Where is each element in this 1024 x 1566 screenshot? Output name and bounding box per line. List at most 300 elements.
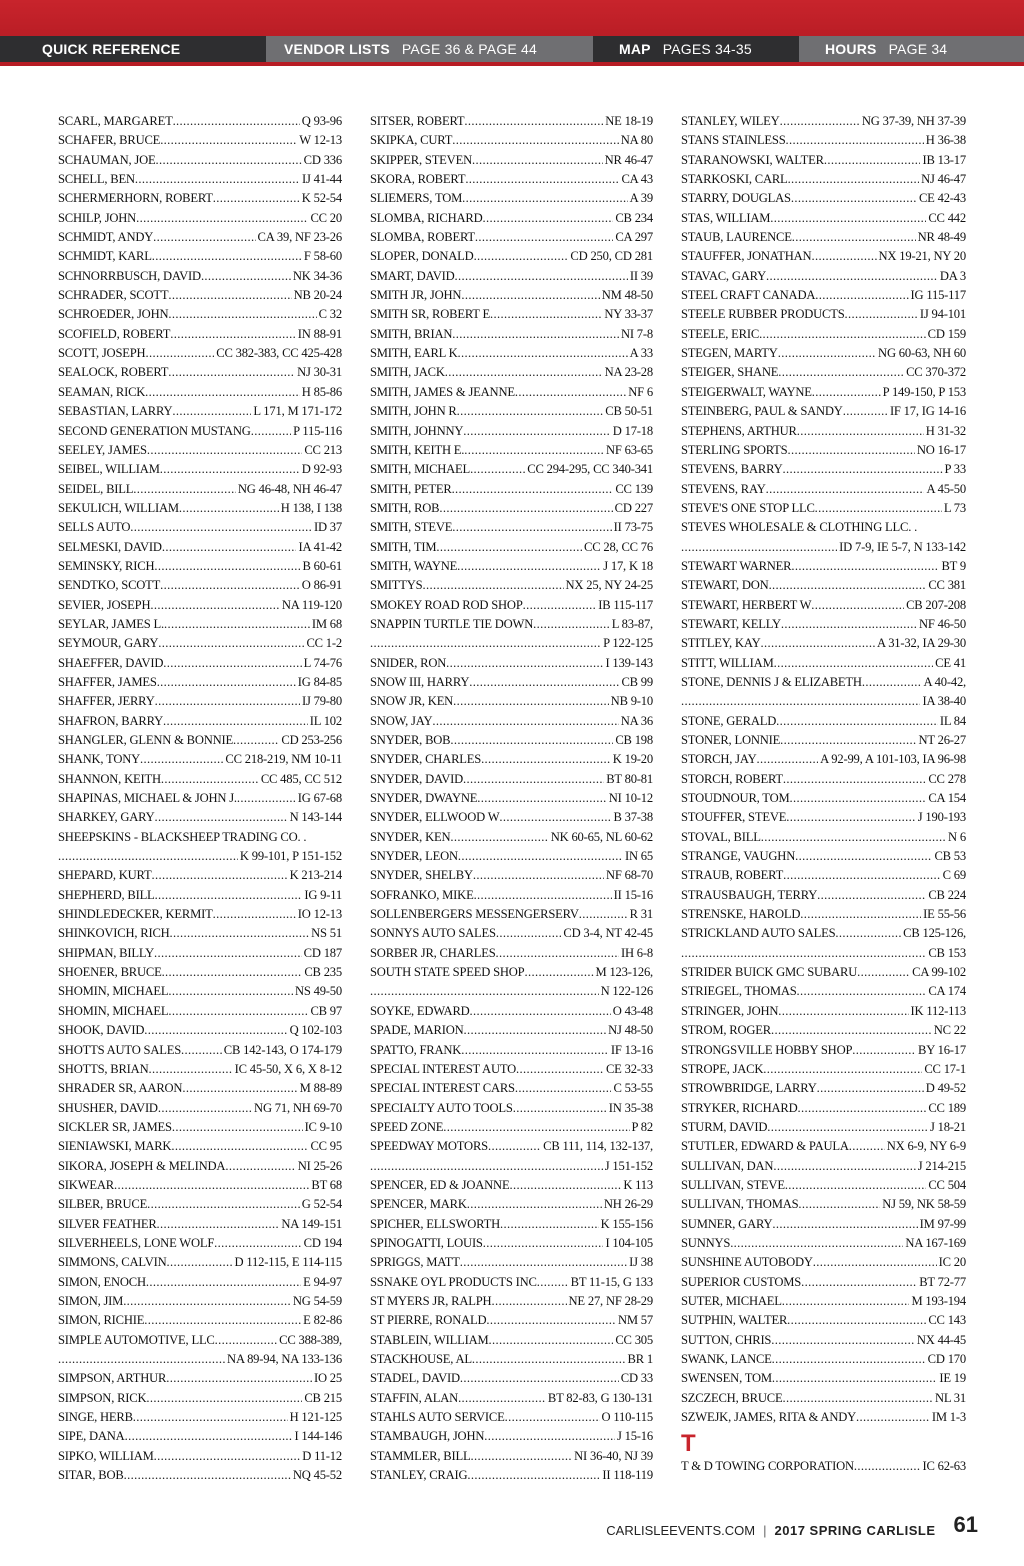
- vendor-name: SOYKE, EDWARD: [370, 1003, 470, 1018]
- vendor-name: SCHROEDER, JOHN: [58, 307, 169, 322]
- booth-location: IO 25: [313, 1371, 342, 1386]
- booth-location: CB 234: [615, 210, 653, 225]
- booth-location: NA 119-120: [281, 597, 342, 612]
- dot-leader: [214, 1234, 301, 1253]
- booth-location: A 45-50: [926, 481, 966, 496]
- dot-leader: [133, 1408, 288, 1427]
- vendor-entry: [58, 460, 342, 479]
- booth-location: IF 17, IG 14-16: [889, 404, 966, 419]
- dot-leader: [168, 286, 291, 305]
- vendor-name: SHINDLEDECKER, KERMIT: [58, 907, 213, 922]
- vendor-entry: [681, 1273, 966, 1292]
- dot-leader: [486, 1311, 616, 1330]
- booth-location: CA 39, NF 23-26: [257, 230, 342, 245]
- vendor-name: SNOW III, HARRY: [370, 674, 470, 689]
- booth-location: II 118-119: [602, 1468, 653, 1483]
- vendor-entry: [370, 170, 653, 189]
- dot-leader: [172, 402, 251, 421]
- vendor-name: SULLIVAN, DAN: [681, 1158, 774, 1173]
- dot-leader: [144, 1021, 287, 1040]
- vendor-entry: [58, 944, 342, 963]
- dot-leader: [133, 480, 236, 499]
- vendor-name: STABLEIN, WILLIAM: [370, 1332, 489, 1347]
- dot-leader: [457, 402, 604, 421]
- booth-location: A 33: [629, 346, 653, 361]
- booth-location: CD 336: [303, 152, 342, 167]
- booth-location: CC 218-219, NM 10-11: [225, 752, 342, 767]
- booth-location: P 33: [944, 462, 966, 477]
- booth-location: CD 187: [303, 945, 342, 960]
- vendor-entry: [370, 305, 653, 324]
- booth-location: NA 36: [620, 713, 653, 728]
- vendor-entry: [370, 344, 653, 363]
- vendor-entry: [58, 673, 342, 692]
- dot-leader: [146, 1273, 301, 1292]
- vendor-entry: [58, 1253, 342, 1272]
- dot-leader: [470, 460, 525, 479]
- booth-location: A 92-99, A 101-103, IA 96-98: [820, 752, 966, 767]
- vendor-name: STARRY, DOUGLAS: [681, 191, 791, 206]
- dot-leader: [783, 770, 926, 789]
- nav-quick-reference-label: QUICK REFERENCE: [42, 41, 181, 57]
- vendor-entry: [370, 363, 653, 382]
- booth-location: NJ 48-50: [608, 1023, 653, 1038]
- nav-vendor-lists-label: VENDOR LISTS: [284, 41, 390, 57]
- dot-leader: [780, 112, 860, 131]
- booth-location: IM 68: [311, 616, 342, 631]
- booth-location: CC 1-2: [306, 636, 342, 651]
- dot-leader: [515, 1079, 612, 1098]
- dot-leader: [461, 286, 599, 305]
- booth-location: M 88-89: [299, 1081, 342, 1096]
- vendor-entry: [370, 1292, 653, 1311]
- booth-location: II 39: [629, 268, 653, 283]
- vendor-entry: [681, 924, 966, 943]
- dot-leader: [783, 866, 941, 885]
- continuation-dots: . .: [297, 829, 307, 844]
- vendor-entry: [370, 1234, 653, 1253]
- vendor-entry: [370, 982, 653, 1001]
- booth-location: H 138, I 138: [280, 500, 342, 515]
- vendor-entry: [681, 344, 966, 363]
- dot-leader: [782, 460, 942, 479]
- vendor-name: SEIDEL, BILL: [58, 481, 134, 496]
- vendor-name: STANLEY, WILEY: [681, 114, 780, 128]
- dot-leader: [774, 654, 934, 673]
- dot-leader: [815, 286, 908, 305]
- vendor-entry: [370, 1311, 653, 1330]
- vendor-entry: [58, 828, 342, 847]
- vendor-name: STROM, ROGER: [681, 1023, 771, 1038]
- vendor-name: SMITH, JAMES & JEANNE: [370, 384, 515, 399]
- dot-leader: [154, 1447, 301, 1466]
- vendor-name: SMITH, BRIAN: [370, 326, 453, 341]
- booth-location: C 32: [318, 307, 342, 322]
- nav-hours: [799, 36, 1024, 62]
- vendor-entry: [58, 286, 342, 305]
- vendor-entry: [58, 963, 342, 982]
- vendor-entry: [681, 305, 966, 324]
- vendor-name: SHANGLER, GLENN & BONNIE: [58, 733, 233, 747]
- dot-leader: [445, 363, 603, 382]
- vendor-name: STROPE, JACK: [681, 1061, 764, 1076]
- vendor-name: SMITH, WAYNE: [370, 558, 458, 573]
- vendor-entry: [370, 1273, 653, 1292]
- booth-location: CC 189: [928, 1100, 966, 1115]
- dot-leader: [463, 422, 611, 441]
- vendor-entry: [58, 1176, 342, 1195]
- dot-leader: [155, 886, 303, 905]
- vendor-name: SEMINSKY, RICH: [58, 558, 155, 573]
- vendor-name: SEAMAN, RICK: [58, 384, 146, 399]
- vendor-entry: [58, 1389, 342, 1408]
- booth-location: IJ 94-101: [919, 307, 966, 322]
- vendor-entry: [370, 557, 653, 576]
- booth-location: CC 382-383, CC 425-428: [216, 346, 342, 361]
- booth-location: IL 84: [939, 713, 966, 728]
- vendor-entry: [58, 1350, 342, 1369]
- vendor-entry: [681, 1215, 966, 1234]
- vendor-entry: [681, 1457, 966, 1476]
- booth-location: P 82: [631, 1119, 653, 1134]
- vendor-name: SEYMOUR, GARY: [58, 636, 159, 651]
- vendor-name: SMITH, JOHNNY: [370, 423, 464, 438]
- vendor-name: SHEEPSKINS - BLACKSHEEP TRADING CO: [58, 829, 298, 844]
- vendor-entry: [681, 112, 966, 131]
- booth-location: G 52-54: [301, 1197, 342, 1212]
- booth-location: NE 27, NF 28-29: [568, 1293, 653, 1308]
- vendor-name: SEYLAR, JAMES L.: [58, 616, 164, 631]
- booth-location: NO 16-17: [916, 442, 966, 457]
- vendor-name: ST PIERRE, RONALD: [370, 1313, 487, 1328]
- booth-location: NB 20-24: [293, 288, 342, 303]
- vendor-name: SHEPARD, KURT: [58, 868, 152, 883]
- dot-leader: [815, 499, 942, 518]
- booth-location: CE 41: [935, 655, 966, 670]
- vendor-name: SCHAFER, BRUCE: [58, 133, 161, 148]
- vendor-entry: [58, 731, 342, 750]
- vendor-entry: [58, 1137, 342, 1156]
- page-footer: [578, 1504, 978, 1538]
- dot-leader: [58, 847, 238, 866]
- dot-leader: [452, 325, 619, 344]
- booth-location: D 49-52: [925, 1081, 966, 1096]
- vendor-entry: [58, 808, 342, 827]
- page-number: 61: [953, 1512, 978, 1537]
- dot-leader: [813, 1253, 937, 1272]
- vendor-entry: [370, 325, 653, 344]
- vendor-entry: [58, 209, 342, 228]
- vendor-name: SHOTTS, BRIAN: [58, 1061, 149, 1076]
- booth-location: L 74-76: [303, 655, 342, 670]
- nav-vendor-lists-pages: PAGE 36 & PAGE 44: [401, 41, 538, 57]
- dot-leader: [787, 1311, 926, 1330]
- dot-leader: [788, 170, 920, 189]
- dot-leader: [469, 673, 619, 692]
- booth-location: CD 227: [614, 500, 653, 515]
- booth-location: P 122-125: [603, 636, 653, 651]
- vendor-entry: [370, 267, 653, 286]
- header-rule: [0, 62, 1024, 66]
- vendor-name: STEIGERWALT, WAYNE: [681, 384, 812, 399]
- dot-leader: [785, 1176, 927, 1195]
- booth-location: N 6: [948, 829, 966, 844]
- vendor-name: SOLLENBERGERS MESSENGERSERV: [370, 907, 579, 922]
- vendor-name: STAS, WILLIAM: [681, 210, 771, 225]
- booth-location: IC 9-10: [304, 1119, 342, 1134]
- vendor-name: STAVAC, GARY: [681, 268, 767, 283]
- dot-leader: [769, 576, 927, 595]
- booth-location: A 39: [629, 191, 653, 206]
- booth-location: IC 62-63: [922, 1459, 966, 1474]
- dot-leader: [730, 1234, 903, 1253]
- vendor-entry: [58, 112, 342, 131]
- vendor-name: STRIEGEL, THOMAS: [681, 984, 797, 999]
- vendor-name: STEIGER, SHANE: [681, 365, 779, 380]
- vendor-entry: [681, 1331, 966, 1350]
- booth-location: CC 139: [615, 481, 653, 496]
- booth-location: L 171, M 171-172: [253, 404, 342, 419]
- vendor-entry: [681, 189, 966, 208]
- vendor-name: SPECIAL INTEREST CARS: [370, 1081, 515, 1096]
- vendor-name: STARANOWSKI, WALTER: [681, 152, 824, 167]
- booth-location: CA 99-102: [912, 965, 966, 980]
- vendor-entry: [681, 325, 966, 344]
- booth-location: P 149-150, P 153: [882, 384, 966, 399]
- booth-location: NR 48-49: [917, 230, 966, 245]
- vendor-entry: [58, 1002, 342, 1021]
- booth-location: NL 31: [934, 1390, 966, 1405]
- dot-leader: [797, 982, 927, 1001]
- dot-leader: [778, 344, 876, 363]
- vendor-entry: [681, 982, 966, 1001]
- vendor-entry: [58, 1118, 342, 1137]
- booth-location: CB 53: [934, 849, 966, 864]
- vendor-name: STAHLS AUTO SERVICE: [370, 1410, 505, 1425]
- vendor-entry: [681, 634, 966, 653]
- vendor-name: STONER, LONNIE: [681, 733, 781, 747]
- booth-location: CA 43: [621, 172, 653, 187]
- vendor-name: STOVAL, BILL: [681, 829, 761, 844]
- vendor-entry: [681, 209, 966, 228]
- vendor-name: SCOFIELD, ROBERT: [58, 326, 171, 341]
- vendor-entry: [370, 673, 653, 692]
- vendor-entry: [370, 596, 653, 615]
- quick-reference-nav: [0, 36, 1024, 64]
- vendor-name: SITSER, ROBERT: [370, 114, 465, 128]
- vendor-entry: [681, 847, 966, 866]
- vendor-entry: [370, 1331, 653, 1350]
- dot-leader: [772, 1350, 926, 1369]
- vendor-name: SHAFRON, BARRY: [58, 713, 163, 728]
- booth-location: CD 194: [303, 1235, 342, 1250]
- vendor-entry: [370, 112, 653, 131]
- vendor-name: ST MYERS JR, RALPH: [370, 1293, 492, 1308]
- dot-leader: [182, 1079, 297, 1098]
- vendor-entry: [681, 1311, 966, 1330]
- vendor-name: SPECIALTY AUTO TOOLS: [370, 1100, 513, 1115]
- booth-location: CC 294-295, CC 340-341: [527, 462, 653, 477]
- booth-location: NG 71, NH 69-70: [254, 1100, 342, 1115]
- dot-leader: [453, 692, 609, 711]
- vendor-name: SWANK, LANCE: [681, 1352, 772, 1366]
- vendor-entry: [681, 480, 966, 499]
- booth-location: M 123-126,: [595, 965, 653, 980]
- vendor-entry: [58, 1079, 342, 1098]
- dot-leader: [766, 267, 938, 286]
- vendor-name: SIMON, RICHIE: [58, 1313, 145, 1328]
- vendor-name: SIMPSON, ARTHUR: [58, 1371, 167, 1386]
- vendor-name: SHIPMAN, BILLY: [58, 945, 154, 960]
- vendor-name: SPENCER, ED & JOANNE: [370, 1177, 510, 1192]
- vendor-entry: [681, 1176, 966, 1195]
- dot-leader: [147, 441, 303, 460]
- vendor-name: SZWEJK, JAMES, RITA & ANDY: [681, 1410, 857, 1425]
- dot-leader: [168, 305, 316, 324]
- vendor-name: SUTER, MICHAEL: [681, 1293, 782, 1308]
- vendor-name: STEELE, ERIC: [681, 326, 760, 341]
- vendor-name: SLOMBA, ROBERT: [370, 230, 475, 245]
- vendor-name: SNOW, JAY: [370, 713, 433, 728]
- vendor-name: SLOPER, DONALD: [370, 249, 474, 264]
- booth-location: NB 9-10: [610, 694, 653, 709]
- vendor-name: SMITH, PETER: [370, 481, 452, 496]
- dot-leader: [158, 634, 304, 653]
- vendor-entry: [58, 654, 342, 673]
- vendor-entry: [370, 828, 653, 847]
- vendor-name: SILVERHEELS, LONE WOLF: [58, 1235, 215, 1250]
- booth-location: B 37-38: [613, 810, 653, 825]
- vendor-name: SIMMONS, CALVIN: [58, 1255, 167, 1270]
- vendor-entry: [681, 383, 966, 402]
- dot-leader: [151, 866, 287, 885]
- booth-location: A 40-42,: [923, 674, 966, 689]
- vendor-entry: [58, 1311, 342, 1330]
- dot-leader: [771, 1021, 932, 1040]
- dot-leader: [488, 1137, 541, 1156]
- vendor-name: SPEEDWAY MOTORS: [370, 1139, 488, 1154]
- booth-location: CC 381: [928, 578, 966, 593]
- vendor-entry: [58, 615, 342, 634]
- vendor-name: STITLEY, KAY: [681, 636, 761, 651]
- booth-location: CC 388-389,: [279, 1332, 342, 1347]
- booth-location: ID 7-9, IE 5-7, N 133-142: [839, 539, 966, 554]
- booth-location: NF 68-70: [605, 868, 653, 883]
- booth-location: E 94-97: [303, 1274, 342, 1289]
- dot-leader: [160, 460, 300, 479]
- booth-location: NJ 30-31: [297, 365, 342, 380]
- vendor-entry: [681, 1195, 966, 1214]
- booth-location: CA 154: [928, 791, 966, 806]
- vendor-entry: [58, 422, 342, 441]
- vendor-name: SIMPLE AUTOMOTIVE, LLC: [58, 1332, 215, 1347]
- vendor-entry: [370, 1389, 653, 1408]
- dot-leader: [856, 1408, 930, 1427]
- dot-leader: [474, 247, 569, 266]
- dot-leader: [786, 131, 924, 150]
- booth-location: CC 17-1: [924, 1061, 966, 1076]
- nav-hours-label: HOURS: [825, 41, 877, 57]
- booth-location: CC 485, CC 512: [260, 771, 342, 786]
- booth-location: NM 57: [617, 1313, 653, 1328]
- booth-location: NS 49-50: [294, 984, 342, 999]
- dot-leader: [484, 1427, 615, 1446]
- booth-location: NF 6: [628, 384, 653, 399]
- vendor-entry: [681, 538, 966, 557]
- booth-location: BY 16-17: [918, 1042, 966, 1057]
- vendor-name: STEINBERG, PAUL & SANDY: [681, 404, 843, 419]
- dot-leader: [167, 1253, 233, 1272]
- booth-location: IF 13-16: [610, 1042, 653, 1057]
- section-letter: T: [681, 1430, 696, 1458]
- dot-leader: [463, 770, 604, 789]
- dot-leader: [537, 1273, 569, 1292]
- vendor-entry: [681, 247, 966, 266]
- vendor-name: STONE, GERALD: [681, 713, 777, 728]
- vendor-name: STAMMLER, BILL: [370, 1448, 471, 1463]
- booth-location: II 15-16: [613, 887, 653, 902]
- vendor-entry: [681, 1002, 966, 1021]
- vendor-name: STITT, WILLIAM: [681, 655, 774, 670]
- dot-leader: [516, 1060, 604, 1079]
- vendor-name: SILBER, BRUCE: [58, 1197, 148, 1212]
- dot-leader: [158, 1099, 252, 1118]
- vendor-entry: [681, 866, 966, 885]
- vendor-entry: [370, 1176, 653, 1195]
- vendor-name: SHEPHERD, BILL: [58, 887, 155, 902]
- booth-location: NT 26-27: [918, 733, 966, 747]
- continuation-dots: . .: [908, 520, 918, 535]
- vendor-name: STARKOSKI, CARL: [681, 172, 788, 187]
- vendor-name: STRICKLAND AUTO SALES: [681, 926, 836, 941]
- dot-leader: [237, 789, 296, 808]
- vendor-entry: [370, 692, 653, 711]
- vendor-name: SCHRADER, SCOTT: [58, 288, 169, 303]
- vendor-name: SINGE, HERB: [58, 1410, 133, 1425]
- vendor-name: SULLIVAN, STEVE: [681, 1177, 785, 1192]
- booth-location: NS 51: [311, 926, 342, 941]
- vendor-entry: [370, 1079, 653, 1098]
- dot-leader: [761, 828, 946, 847]
- dot-leader: [145, 383, 300, 402]
- vendor-entry: [370, 615, 653, 634]
- vendor-name: SCARL, MARGARET: [58, 114, 173, 128]
- booth-location: NJ 59, NK 58-59: [882, 1197, 966, 1212]
- booth-location: IB 115-117: [598, 597, 653, 612]
- vendor-entry: [58, 267, 342, 286]
- booth-location: K 52-54: [301, 191, 342, 206]
- booth-location: CC 20: [310, 210, 342, 225]
- booth-location: D 17-18: [612, 423, 653, 438]
- booth-location: IG 9-11: [304, 887, 342, 902]
- dot-leader: [148, 1060, 232, 1079]
- vendor-name: SELLS AUTO: [58, 520, 131, 535]
- vendor-name: STORCH, ROBERT: [681, 771, 783, 786]
- booth-location: H 36-38: [925, 133, 966, 148]
- dot-leader: [817, 886, 926, 905]
- vendor-name: SHOENER, BRUCE: [58, 965, 162, 980]
- vendor-entry: [370, 1447, 653, 1466]
- dot-leader: [140, 750, 223, 769]
- vendor-name: SNYDER, ELLWOOD W: [370, 810, 500, 825]
- dot-leader: [123, 1292, 291, 1311]
- vendor-entry: [370, 1427, 653, 1446]
- booth-location: I 139-143: [605, 655, 653, 670]
- vendor-entry: [370, 886, 653, 905]
- dot-leader: [172, 1118, 303, 1137]
- vendor-name: STADEL, DAVID: [370, 1371, 460, 1386]
- vendor-entry: [681, 712, 966, 731]
